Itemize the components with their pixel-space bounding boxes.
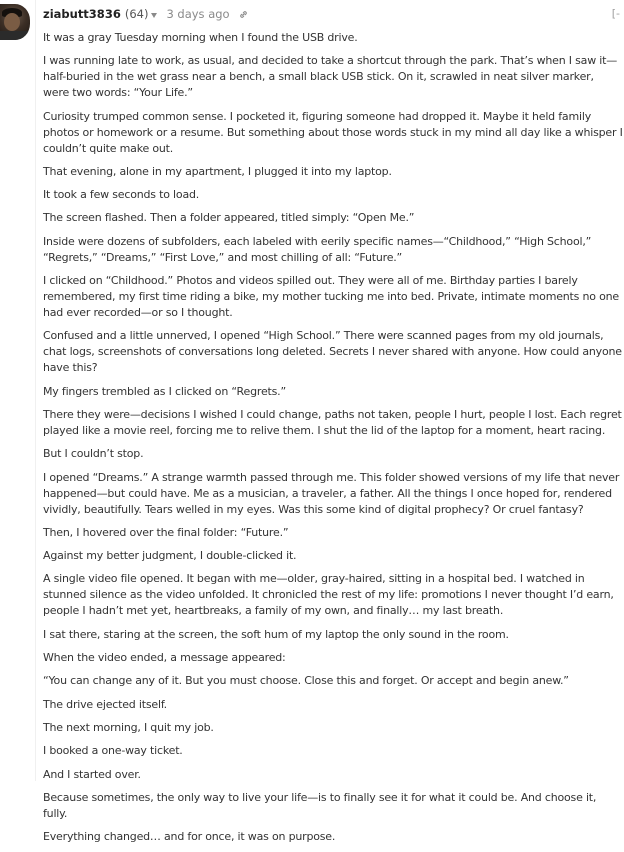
- comment-paragraph: Against my better judgment, I double-clicked it.: [43, 549, 297, 563]
- comment-paragraph: Everything changed… and for once, it was on purpose.: [43, 830, 336, 844]
- comment-paragraph: And I started over.: [43, 767, 141, 781]
- comment-paragraph: But I couldn’t stop.: [43, 447, 144, 461]
- comment-paragraph: Confused and a little unnerved, I opened “High School.” There were scanned pages from my old journals, chat logs, screenshots of conversations long deleted. Secrets I never shared with anyone. How could anyone have this?: [43, 329, 622, 375]
- comment-body: [43, 30, 623, 852]
- comment-paragraph: I clicked on “Childhood.” Photos and videos spilled out. They were all of me. Birthday parties I barely remembered, my first time riding a bike, my mother tucking me into bed. Private, intimate moments no one had ever recorded—or so I thought.: [43, 274, 619, 320]
- comment-paragraph: I sat there, staring at the screen, the soft hum of my laptop the only sound in the room.: [43, 627, 509, 641]
- timestamp-link[interactable]: 3 days ago: [166, 7, 230, 21]
- comment-paragraph: My fingers trembled as I clicked on “Regrets.”: [43, 384, 286, 398]
- comment-paragraph: When the video ended, a message appeared:: [43, 651, 286, 665]
- comment-paragraph: “You can change any of it. But you must choose. Close this and forget. Or accept and begin anew.”: [43, 674, 569, 688]
- link-icon[interactable]: [238, 9, 249, 20]
- username-link[interactable]: ziabutt3836: [43, 7, 121, 21]
- comment-paragraph: The screen flashed. Then a folder appeared, titled simply: “Open Me.”: [43, 211, 415, 225]
- comment-paragraph: I was running late to work, as usual, and decided to take a shortcut through the park. That’s when I saw it—half-buried in the wet grass near a bench, a small black USB stick. On it, scrawled in neat silver marker, were two words: “Your Life.”: [43, 54, 618, 100]
- comment-paragraph: That evening, alone in my apartment, I plugged it into my laptop.: [43, 164, 392, 178]
- comment: [35, 0, 624, 844]
- comment-paragraph: Inside were dozens of subfolders, each labeled with eerily specific names—“Childhood,” “High School,” “Regrets,” “Dreams,” “First Love,” and most chilling of all: “Future.”: [43, 234, 592, 264]
- comment-paragraph: I booked a one-way ticket.: [43, 744, 183, 758]
- comment-paragraph: The drive ejected itself.: [43, 697, 167, 711]
- comment-paragraph: It was a gray Tuesday morning when I found the USB drive.: [43, 31, 358, 44]
- avatar-shirt: [0, 31, 30, 40]
- chevron-down-icon[interactable]: [151, 13, 157, 18]
- comment-paragraph: I opened “Dreams.” A strange warmth passed through me. This folder showed versions of my life that never happened—but could have. Me as a musician, a traveler, a father. All the things I once hoped for, rendered vividly, beautifully. Tears welled in my eyes. Was this some kind of digital prophecy? Or cruel fantasy?: [43, 470, 620, 516]
- avatar[interactable]: [0, 4, 30, 40]
- karma-count: (64): [124, 7, 149, 21]
- comment-paragraph: Curiosity trumped common sense. I pocketed it, figuring someone had dropped it. Maybe it held family photos or homework or a resume. But something about those words stuck in my mind all day like a whisper I couldn’t quite make out.: [43, 109, 623, 155]
- avatar-face: [4, 13, 20, 31]
- comment-paragraph: A single video file opened. It began with me—older, gray-haired, sitting in a hospital bed. I watched in stunned silence as the video unfolded. It chronicled the rest of my life: promotions I never thought I’d earn, people I hadn’t met yet, heartbreaks, a family of my own, and finally… my last breath.: [43, 572, 614, 618]
- comment-paragraph: It took a few seconds to load.: [43, 188, 200, 202]
- comment-paragraph: Because sometimes, the only way to live your life—is to finally see it for what it could be. And choose it, fully.: [43, 790, 597, 820]
- collapse-toggle[interactable]: [-: [611, 7, 620, 20]
- comment-paragraph: Then, I hovered over the final folder: “Future.”: [43, 525, 289, 539]
- comment-paragraph: The next morning, I quit my job.: [43, 720, 214, 734]
- comment-meta: [43, 6, 249, 22]
- comment-paragraph: There they were—decisions I wished I could change, paths not taken, people I hurt, people I lost. Each regret played like a movie reel, forcing me to relive them. I shut the lid of the laptop for a moment, heart racing.: [43, 407, 622, 437]
